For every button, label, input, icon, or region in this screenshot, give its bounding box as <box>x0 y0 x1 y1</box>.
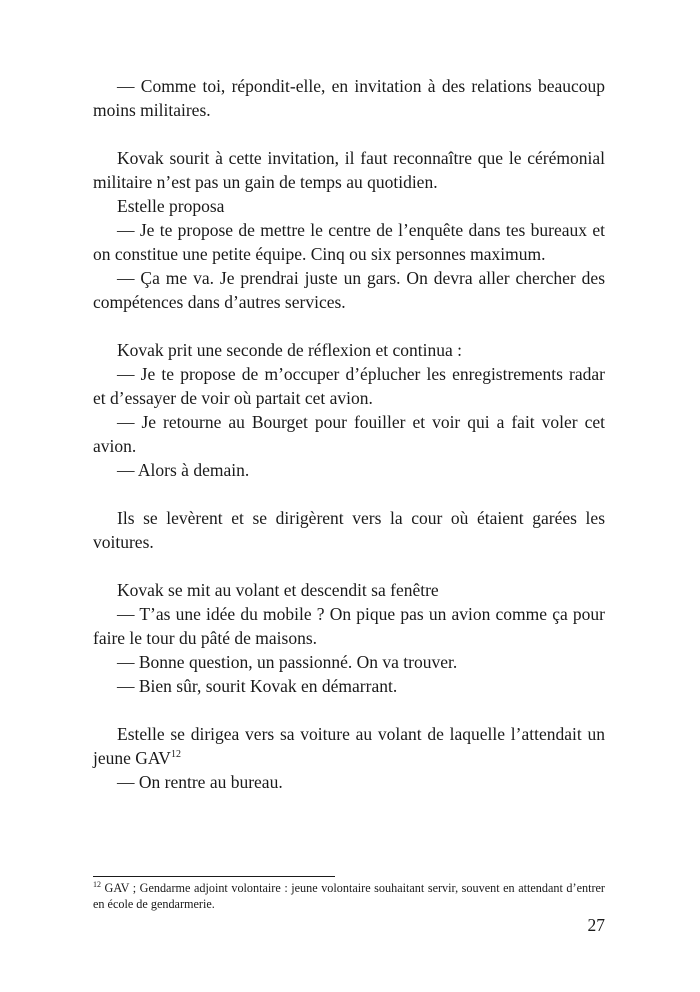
paragraph: — Alors à demain. <box>117 460 250 480</box>
page-number: 27 <box>587 915 605 935</box>
paragraph: — On rentre au bureau. <box>117 772 283 792</box>
paragraph: — Je retourne au Bourget pour fouiller et voir qui a fait voler cet avion. <box>93 412 605 456</box>
footnote-number: 12 <box>93 880 101 889</box>
paragraph-gap <box>93 698 605 722</box>
paragraph: — Bien sûr, sourit Kovak en démarrant. <box>117 676 398 696</box>
paragraph: Kovak se mit au volant et descendit sa fenêtre <box>117 580 439 600</box>
paragraph: — Je te propose de m’occuper d’éplucher les enregistrements radar et d’essayer de voir où partait cet avion. <box>93 364 605 408</box>
paragraph: — Je te propose de mettre le centre de l’enquête dans tes bureaux et on constitue une petite équipe. Cinq ou six personnes maximum. <box>93 220 605 264</box>
paragraph-gap <box>93 482 605 506</box>
paragraph: — Bonne question, un passionné. On va trouver. <box>117 652 458 672</box>
footnote-text: GAV ; Gendarme adjoint volontaire : jeune volontaire souhaitant servir, souvent en attendant d’entrer en école de gendarmerie. <box>93 881 605 911</box>
paragraph-text: Estelle se dirigea vers sa voiture au volant de laquelle l’attendait un jeune GAV <box>93 724 605 768</box>
paragraph: Estelle proposa <box>117 196 225 216</box>
footnote <box>93 880 605 912</box>
paragraph: Kovak prit une seconde de réflexion et continua : <box>117 340 463 360</box>
paragraph: Kovak sourit à cette invitation, il faut reconnaître que le cérémonial militaire n’est pas un gain de temps au quotidien. <box>93 148 605 192</box>
footnote-separator <box>93 876 335 877</box>
paragraph-with-footnote-ref <box>93 722 605 770</box>
footnote-reference[interactable]: 12 <box>170 749 181 760</box>
paragraph: Ils se levèrent et se dirigèrent vers la cour où étaient garées les voitures. <box>93 508 605 552</box>
paragraph: — Ça me va. Je prendrai juste un gars. On devra aller chercher des compétences dans d’autres services. <box>93 268 605 312</box>
paragraph: — Comme toi, répondit-elle, en invitation à des relations beaucoup moins militaires. <box>93 76 605 120</box>
paragraph-gap <box>93 314 605 338</box>
paragraph-gap <box>93 122 605 146</box>
paragraph: — T’as une idée du mobile ? On pique pas un avion comme ça pour faire le tour du pâté de maisons. <box>93 604 605 648</box>
paragraph-gap <box>93 554 605 578</box>
page-body <box>93 74 605 794</box>
